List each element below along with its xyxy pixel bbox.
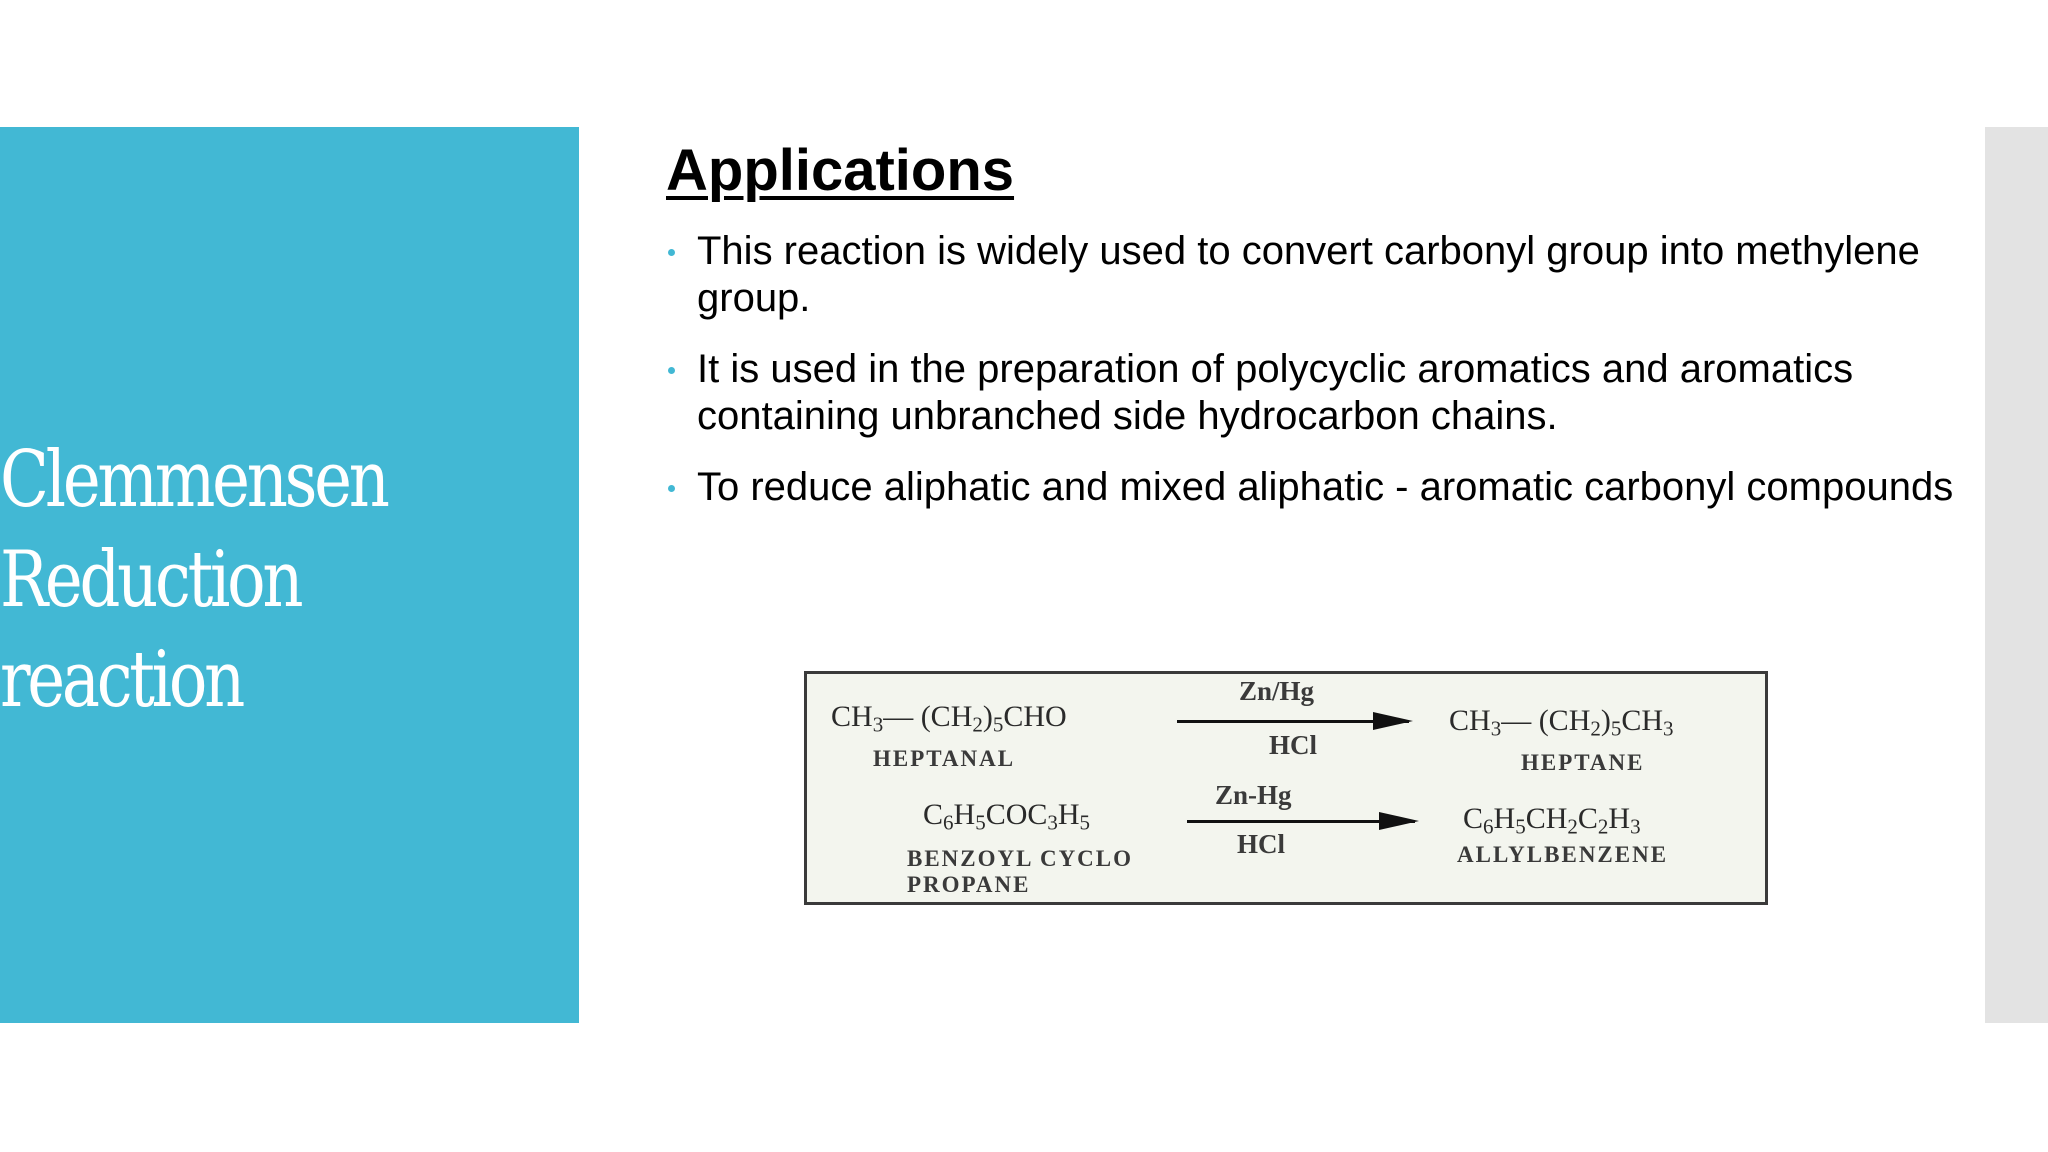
bullet-list — [666, 228, 1966, 535]
reagent-top-2: Zn-Hg — [1215, 780, 1292, 810]
product-name-2: ALLYLBENZENE — [1457, 842, 1669, 867]
reactant-name-2-line-2: PROPANE — [907, 872, 1031, 897]
bullet-item — [666, 464, 1966, 511]
product-name-1: HEPTANE — [1521, 750, 1645, 775]
reagent-bottom-1: HCl — [1269, 730, 1318, 760]
reactant-formula-2: $C_6H_5COC_3H_5$ — [923, 798, 1091, 835]
bullet-dot-icon — [668, 485, 675, 492]
bullet-text: To reduce aliphatic and mixed aliphatic - aromatic carbonyl compounds — [697, 465, 1954, 509]
reactant-formula-1: $CH_3—$ $(CH_2)_5CHO$ — [831, 700, 1067, 737]
slide-title-line-2: Reduction — [0, 535, 301, 625]
reactant-name-1: HEPTANAL — [873, 746, 1016, 771]
reagent-bottom-2: HCl — [1237, 829, 1286, 859]
bullet-dot-icon — [668, 367, 675, 374]
section-heading: Applications — [666, 138, 1015, 203]
reagent-top-1: Zn/Hg — [1239, 676, 1315, 706]
bullet-text: It is used in the preparation of polycyclic aromatics and aromatics containing unbranched side hydrocarbon chains. — [697, 347, 1854, 438]
reaction-arrow-2 — [1187, 820, 1415, 823]
bullet-item — [666, 228, 1966, 322]
slide-title — [0, 430, 475, 730]
right-decor-strip — [1985, 127, 2048, 1023]
reactant-name-2-line-1: BENZOYL CYCLO — [907, 846, 1134, 871]
slide-title-line-3: reaction — [0, 635, 243, 725]
reaction-arrow-1 — [1177, 720, 1409, 723]
slide-title-line-1: Clemmensen — [0, 435, 387, 525]
bullet-text: This reaction is widely used to convert carbonyl group into methylene group. — [697, 229, 1920, 320]
product-formula-1: $CH_3—$ $(CH_2)_5CH_3$ — [1449, 704, 1674, 741]
bullet-item — [666, 346, 1966, 440]
bullet-dot-icon — [668, 249, 675, 256]
product-formula-2: $C_6H_5CH_2C_2H_3$ — [1463, 802, 1641, 839]
reaction-figure — [804, 671, 1768, 905]
